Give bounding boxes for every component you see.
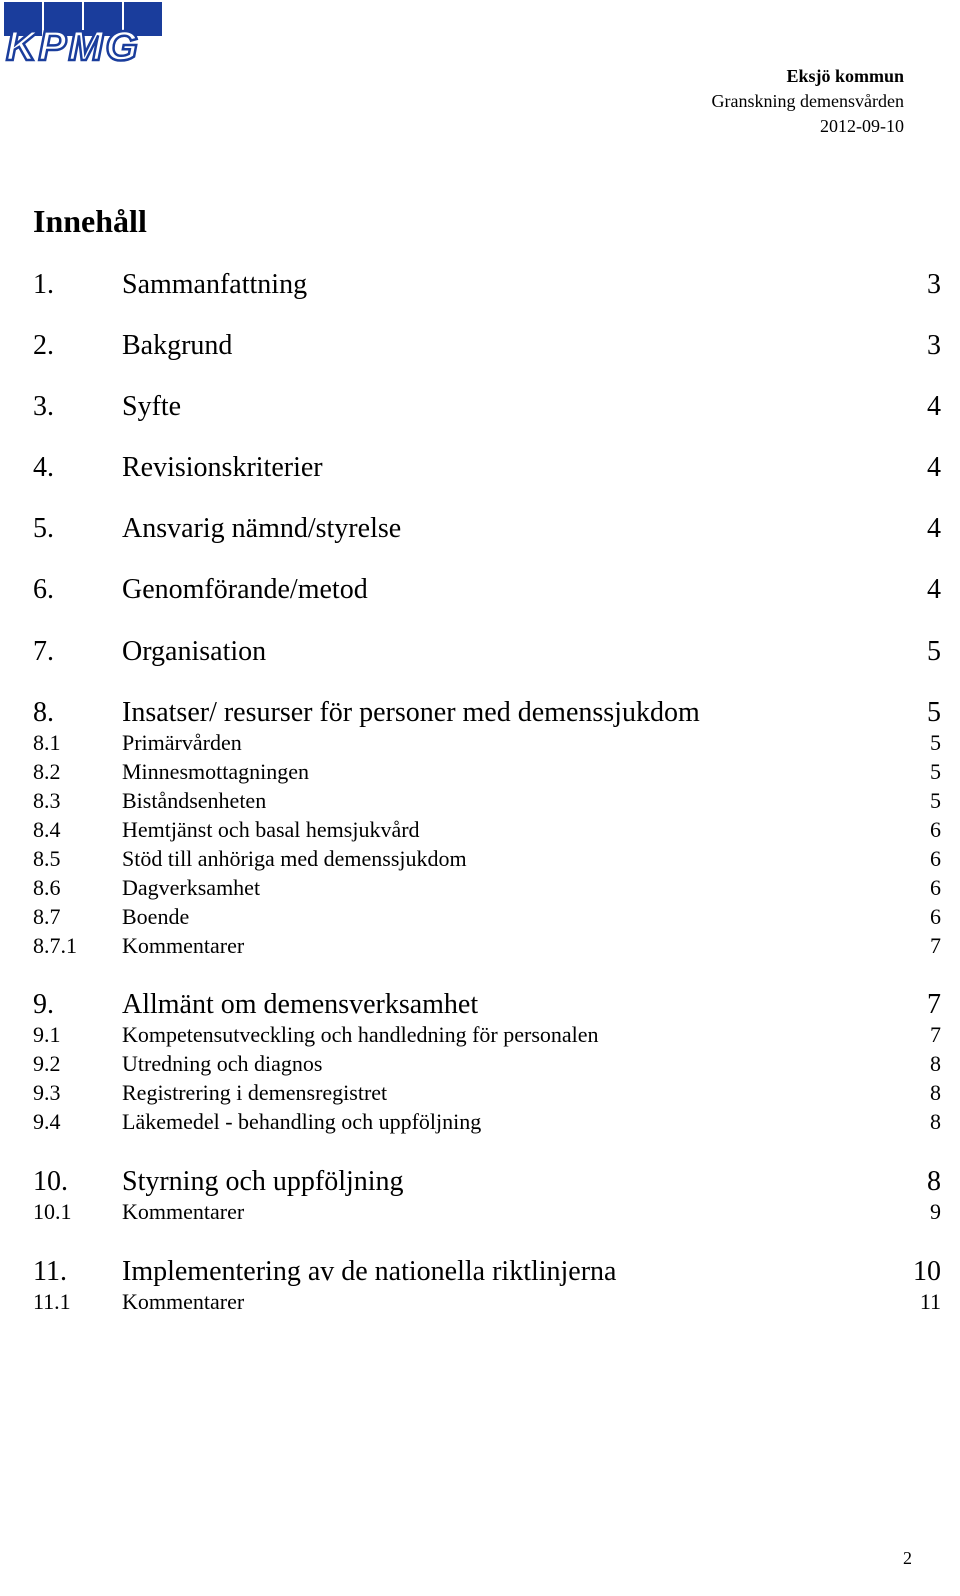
toc-entry-page: 8: [930, 1080, 941, 1105]
report-date: 2012-09-10: [820, 116, 904, 136]
logo-text: KPMG: [6, 22, 140, 62]
toc-entry-number: 5.: [33, 513, 54, 544]
toc-entry-title: Kommentarer: [122, 1289, 245, 1314]
toc-entry-page: 11: [919, 1289, 941, 1314]
toc-entry-page: 4: [927, 391, 941, 422]
toc-entry-title: Syfte: [122, 391, 182, 422]
toc-entry-page: 8: [930, 1051, 941, 1076]
toc-entry-title: Läkemedel - behandling och uppföljning: [122, 1109, 482, 1134]
toc-entry-page: 10: [913, 1256, 941, 1287]
toc-entry-number: 1.: [33, 269, 54, 300]
toc-entry-title: Biståndsenheten: [122, 788, 267, 813]
toc-entry-page: 6: [930, 904, 941, 929]
toc-entry-page: 4: [927, 513, 941, 544]
toc-heading: Innehåll: [33, 203, 147, 239]
toc-entry-page: 6: [930, 817, 941, 842]
toc-entry-title: Hemtjänst och basal hemsjukvård: [122, 817, 420, 842]
toc-entry-number: 8.1: [33, 730, 61, 755]
toc-entry-page: 9: [930, 1199, 941, 1224]
toc-entry-page: 8: [930, 1109, 941, 1134]
toc-entry-number: 9.4: [33, 1109, 61, 1134]
toc-entry-number: 8.7: [33, 904, 61, 929]
toc-entry-title: Implementering av de nationella riktlinjerna: [122, 1256, 617, 1287]
toc-entry-page: 7: [930, 933, 941, 958]
toc-entry-title: Minnesmottagningen: [122, 759, 309, 784]
toc-entry-number: 6.: [33, 574, 54, 605]
toc-entry-number: 4.: [33, 452, 54, 483]
toc-entry-number: 9.1: [33, 1022, 61, 1047]
toc-entry-number: 8.5: [33, 846, 61, 871]
toc-entry-page: 7: [927, 989, 941, 1020]
toc-entry-number: 9.2: [33, 1051, 61, 1076]
toc-entry-page: 4: [927, 452, 941, 483]
toc-entry-number: 8.6: [33, 875, 61, 900]
toc-entry-number: 8.2: [33, 759, 61, 784]
toc-entry-number: 8.: [33, 697, 54, 728]
toc-entry-number: 8.7.1: [33, 933, 77, 958]
toc-entry-title: Utredning och diagnos: [122, 1051, 323, 1076]
toc-entry-page: 3: [927, 330, 941, 361]
toc-entry-title: Bakgrund: [122, 330, 233, 361]
toc-entry-page: 5: [927, 636, 941, 667]
toc-entry-page: 5: [930, 788, 941, 813]
toc-entry-page: 6: [930, 846, 941, 871]
toc-entry-title: Allmänt om demensverksamhet: [122, 989, 479, 1020]
toc-entry-title: Revisionskriterier: [122, 452, 323, 483]
toc-entry-title: Kompetensutveckling och handledning för personalen: [122, 1022, 599, 1047]
toc-entry-title: Styrning och uppföljning: [122, 1166, 404, 1197]
toc-entry-page: 7: [930, 1022, 941, 1047]
toc-entry-number: 9.: [33, 989, 54, 1020]
toc-entry-title: Boende: [122, 904, 190, 929]
toc-entry-title: Dagverksamhet: [122, 875, 261, 900]
toc-entry-page: 4: [927, 574, 941, 605]
toc-entry-number: 8.4: [33, 817, 61, 842]
toc-entry-page: 5: [930, 759, 941, 784]
toc-entry-number: 8.3: [33, 788, 61, 813]
toc-entry-number: 10.1: [33, 1199, 72, 1224]
toc-entry-page: 5: [930, 730, 941, 755]
toc-entry-number: 11.1: [33, 1289, 71, 1314]
toc-entry-page: 8: [927, 1166, 941, 1197]
toc-entry-title: Insatser/ resurser för personer med demenssjukdom: [122, 697, 700, 728]
report-title: Granskning demensvården: [711, 91, 904, 111]
toc-entry-title: Sammanfattning: [122, 269, 308, 300]
toc-entry-number: 11.: [33, 1256, 67, 1287]
company-name: Eksjö kommun: [786, 66, 904, 86]
toc-entry-title: Registrering i demensregistret: [122, 1080, 388, 1105]
toc-entry-number: 7.: [33, 636, 54, 667]
toc-entry-title: Stöd till anhöriga med demenssjukdom: [122, 846, 467, 871]
toc-entry-title: Genomförande/metod: [122, 574, 368, 605]
page-number: 2: [903, 1548, 912, 1568]
toc-entry-page: 6: [930, 875, 941, 900]
toc-entry-page: 5: [927, 697, 941, 728]
toc-entry-title: Ansvarig nämnd/styrelse: [122, 513, 402, 544]
toc-entry-page: 3: [927, 269, 941, 300]
toc-entry-number: 9.3: [33, 1080, 61, 1105]
toc-entry-number: 3.: [33, 391, 54, 422]
toc-entry-number: 2.: [33, 330, 54, 361]
toc-entry-title: Primärvården: [122, 730, 242, 755]
toc-entry-title: Organisation: [122, 636, 267, 667]
toc-entry-title: Kommentarer: [122, 1199, 245, 1224]
toc-entry-number: 10.: [33, 1166, 68, 1197]
toc-entry-title: Kommentarer: [122, 933, 245, 958]
